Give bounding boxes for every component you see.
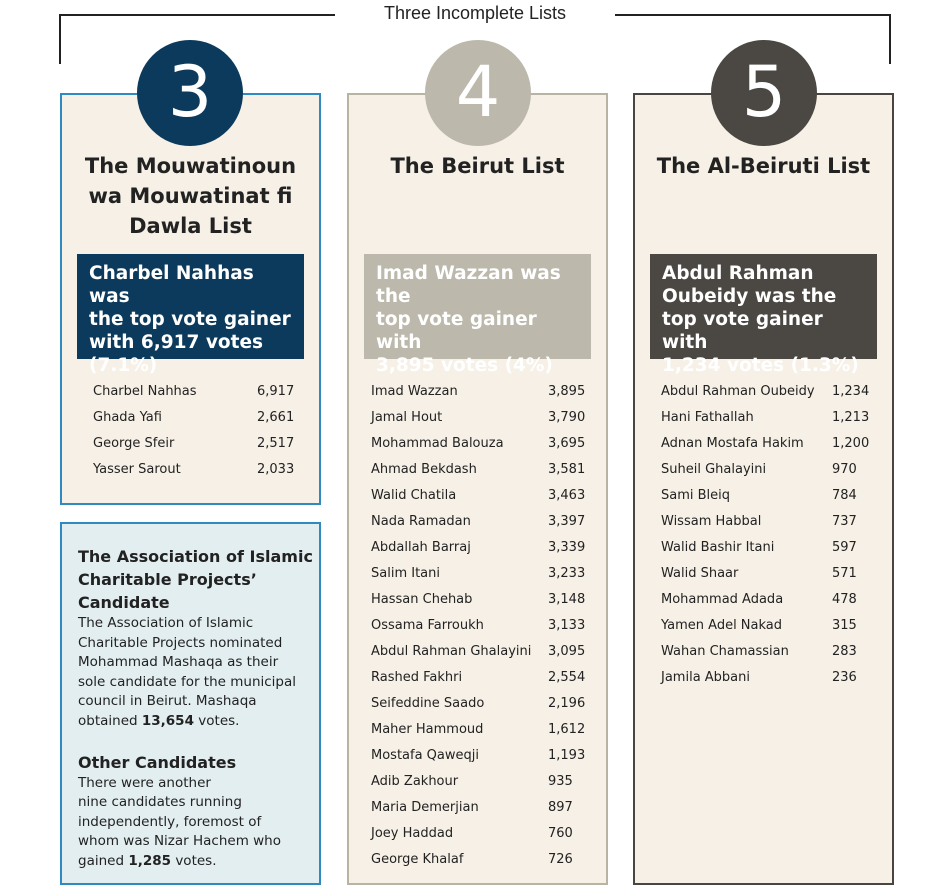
list-4-candidates <box>371 379 601 873</box>
candidate-row <box>371 743 601 769</box>
association-votes: 13,654 <box>141 712 194 729</box>
candidate-votes: 6,917 <box>257 384 295 399</box>
candidate-votes: 283 <box>832 644 857 659</box>
candidate-votes: 2,554 <box>548 670 586 685</box>
candidate-votes: 726 <box>548 852 573 867</box>
candidate-votes: 478 <box>832 592 857 607</box>
candidate-name: Mostafa Qaweqji <box>371 748 479 763</box>
candidate-name: Suheil Ghalayini <box>661 462 767 477</box>
candidate-votes: 897 <box>548 800 573 815</box>
candidate-row <box>661 587 887 613</box>
candidate-votes: 315 <box>832 618 857 633</box>
candidate-name: Abdul Rahman Oubeidy <box>661 384 815 399</box>
candidate-row <box>371 431 601 457</box>
candidate-name: Salim Itani <box>371 566 440 581</box>
candidate-name: Wissam Habbal <box>661 514 762 529</box>
candidate-votes: 597 <box>832 540 857 555</box>
candidate-name: Mohammad Balouza <box>371 436 504 451</box>
candidate-row <box>93 457 313 483</box>
header-bracket-right <box>615 14 891 16</box>
candidate-name: George Sfeir <box>93 436 175 451</box>
candidate-votes: 1,193 <box>548 748 586 763</box>
candidate-row <box>371 665 601 691</box>
candidate-name: Adib Zakhour <box>371 774 459 789</box>
candidate-name: Adnan Mostafa Hakim <box>661 436 804 451</box>
info-box <box>60 522 321 885</box>
list-3-title: The Mouwatinoun wa Mouwatinat fi Dawla List <box>84 154 297 238</box>
candidate-votes: 3,233 <box>548 566 586 581</box>
list-3-highlight: Charbel Nahhas was the top vote gainer with 6,917 votes (7.1%) <box>77 254 304 359</box>
other-candidates-body: There were another nine candidates running independently, foremost of whom was Nizar Hachem who gained 1,285 votes. <box>78 774 281 869</box>
candidate-votes: 3,095 <box>548 644 586 659</box>
candidate-votes: 1,234 <box>832 384 870 399</box>
candidate-row <box>371 457 601 483</box>
candidate-name: Wahan Chamassian <box>661 644 789 659</box>
candidate-votes: 737 <box>832 514 857 529</box>
candidate-row <box>661 535 887 561</box>
candidate-row <box>371 587 601 613</box>
candidate-row <box>371 847 601 873</box>
candidate-name: Mohammad Adada <box>661 592 784 607</box>
candidate-row <box>661 431 887 457</box>
candidate-row <box>371 561 601 587</box>
candidate-votes: 3,463 <box>548 488 586 503</box>
list-4-number-badge: 4 <box>425 40 531 146</box>
candidate-votes: 1,200 <box>832 436 870 451</box>
candidate-name: Jamal Hout <box>371 410 443 425</box>
candidate-row <box>371 821 601 847</box>
candidate-votes: 760 <box>548 826 573 841</box>
candidate-name: Ghada Yafi <box>93 410 162 425</box>
candidate-votes: 236 <box>832 670 857 685</box>
candidate-name: Hani Fathallah <box>661 410 754 425</box>
candidate-row <box>371 483 601 509</box>
candidate-votes: 970 <box>832 462 857 477</box>
list-5-highlight: Abdul Rahman Oubeidy was the top vote gainer with 1,234 votes (1.3%) <box>650 254 877 359</box>
candidate-row <box>93 405 313 431</box>
list-3-candidates <box>93 379 313 483</box>
candidate-name: Walid Shaar <box>661 566 739 581</box>
candidate-votes: 2,661 <box>257 410 295 425</box>
list-4-highlight: Imad Wazzan was the top vote gainer with 3,895 votes (4%) <box>364 254 591 359</box>
candidate-name: Maria Demerjian <box>371 800 479 815</box>
candidate-row <box>371 717 601 743</box>
candidate-name: Nada Ramadan <box>371 514 471 529</box>
candidate-name: Seifeddine Saado <box>371 696 485 711</box>
candidate-row <box>371 535 601 561</box>
page-title: Three Incomplete Lists <box>383 3 567 23</box>
candidate-row <box>371 691 601 717</box>
candidate-row <box>371 509 601 535</box>
candidate-name: Charbel Nahhas <box>93 384 197 399</box>
candidate-row <box>661 665 887 691</box>
candidate-votes: 3,695 <box>548 436 586 451</box>
candidate-name: Imad Wazzan <box>371 384 458 399</box>
candidate-name: Abdul Rahman Ghalayini <box>371 644 532 659</box>
other-candidates-heading: Other Candidates <box>78 752 237 772</box>
candidate-row <box>371 639 601 665</box>
candidate-name: Yamen Adel Nakad <box>661 618 783 633</box>
header-bracket-right-tick <box>889 14 891 64</box>
header-bracket-left <box>59 14 335 16</box>
candidate-row <box>93 379 313 405</box>
candidate-votes: 3,895 <box>548 384 586 399</box>
candidate-row <box>661 379 887 405</box>
candidate-name: Yasser Sarout <box>93 462 181 477</box>
candidate-name: Hassan Chehab <box>371 592 473 607</box>
candidate-votes: 3,133 <box>548 618 586 633</box>
candidate-name: Sami Bleiq <box>661 488 731 503</box>
candidate-name: Rashed Fakhri <box>371 670 463 685</box>
candidate-votes: 571 <box>832 566 857 581</box>
association-heading: The Association of Islamic Charitable Projects’ Candidate <box>78 547 313 612</box>
list-5-candidates <box>661 379 887 691</box>
list-3-number-badge: 3 <box>137 40 243 146</box>
candidate-row <box>661 561 887 587</box>
candidate-name: George Khalaf <box>371 852 464 867</box>
candidate-name: Ahmad Bekdash <box>371 462 477 477</box>
candidate-row <box>93 431 313 457</box>
candidate-votes: 3,148 <box>548 592 586 607</box>
candidate-votes: 3,790 <box>548 410 586 425</box>
candidate-votes: 784 <box>832 488 857 503</box>
candidate-votes: 1,612 <box>548 722 586 737</box>
candidate-votes: 3,581 <box>548 462 586 477</box>
candidate-row <box>371 795 601 821</box>
candidate-name: Joey Haddad <box>371 826 454 841</box>
candidate-name: Jamila Abbani <box>661 670 751 685</box>
candidate-row <box>371 769 601 795</box>
candidate-name: Walid Chatila <box>371 488 457 503</box>
candidate-row <box>661 483 887 509</box>
candidate-votes: 3,397 <box>548 514 586 529</box>
candidate-votes: 2,517 <box>257 436 295 451</box>
candidate-row <box>661 639 887 665</box>
other-candidates-votes: 1,285 <box>128 852 172 869</box>
header-bracket-left-tick <box>59 14 61 64</box>
candidate-row <box>371 613 601 639</box>
association-body: The Association of Islamic Charitable Projects nominated Mohammad Mashaqa as their sole candidate for the municipal council in Beirut. Mashaqa obtained 13,654 votes. <box>78 615 297 729</box>
candidate-row <box>661 457 887 483</box>
candidate-votes: 2,033 <box>257 462 295 477</box>
candidate-row <box>661 509 887 535</box>
candidate-name: Maher Hammoud <box>371 722 484 737</box>
list-4-title: The Beirut List <box>390 154 565 178</box>
candidate-row <box>661 405 887 431</box>
list-5-title: The Al-Beiruti List <box>656 154 871 178</box>
candidate-votes: 1,213 <box>832 410 870 425</box>
candidate-row <box>371 379 601 405</box>
candidate-name: Ossama Farroukh <box>371 618 484 633</box>
list-5-number-badge: 5 <box>711 40 817 146</box>
candidate-name: Walid Bashir Itani <box>661 540 775 555</box>
candidate-row <box>661 613 887 639</box>
candidate-votes: 2,196 <box>548 696 586 711</box>
candidate-name: Abdallah Barraj <box>371 540 471 555</box>
candidate-votes: 935 <box>548 774 573 789</box>
candidate-row <box>371 405 601 431</box>
candidate-votes: 3,339 <box>548 540 586 555</box>
